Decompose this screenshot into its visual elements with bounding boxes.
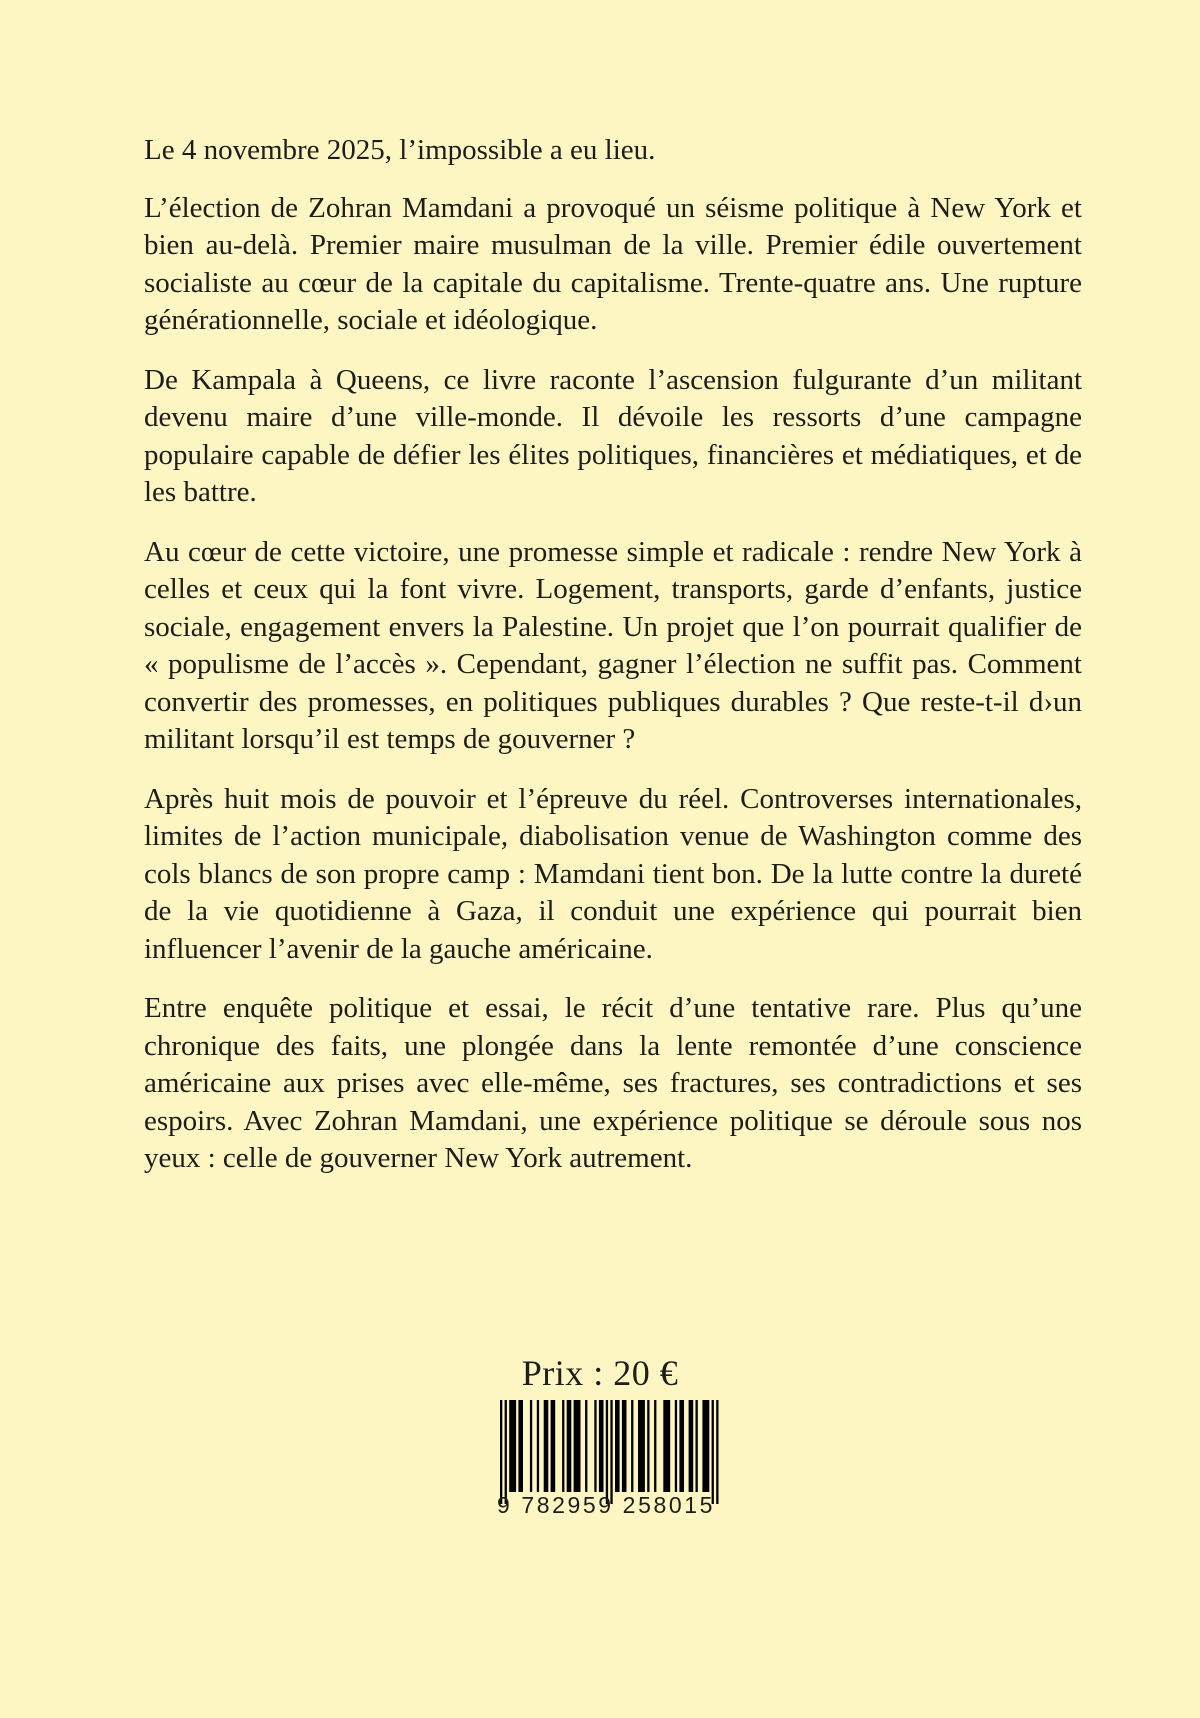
blurb-paragraph-3: De Kampala à Queens, ce livre raconte l’ascension fulgurante d’un militant devenu maire d’une ville-monde. Il dévoile les ressorts d’une campagne populaire capable de défier les élites politiques, financières et médiatiques, et de les battre. [144, 363, 1082, 508]
barcode-bar [509, 1400, 516, 1492]
blurb-paragraph-2: L’élection de Zohran Mamdani a provoqué un séisme politique à New York et bien au-delà. Premier maire musulman de la ville. Premier édile ouvertement socialiste au cœur de la capitale du capitalisme. Trente-quatre ans. Une rupture générationnelle, sociale et idéologique. [144, 191, 1082, 336]
barcode-bar [712, 1400, 714, 1504]
barcode-bar [647, 1400, 649, 1492]
barcode-bar [574, 1400, 581, 1492]
barcode-bar [599, 1400, 604, 1492]
barcode-bar [689, 1400, 694, 1492]
barcode-bar [562, 1400, 564, 1492]
barcode-bar [631, 1400, 633, 1492]
barcode-bar [615, 1400, 620, 1492]
barcode-bar [500, 1400, 502, 1504]
barcode-bar [654, 1400, 656, 1492]
barcode-bar [505, 1400, 507, 1504]
barcode-bar [537, 1400, 539, 1492]
barcode-bar [675, 1400, 677, 1492]
blurb-paragraph-5: Après huit mois de pouvoir et l’épreuve du réel. Controverses internationales, limites de l’action municipale, diabolisation venue de Washington comme des cols blancs de son propre camp : Mamdani tient bon. De la lutte contre la dureté de la vie quotidienne à Gaza, il conduit une expérience qui pourrait bien influencer l’avenir de la gauche américaine. [144, 782, 1082, 965]
barcode-bar [567, 1400, 572, 1492]
barcode-bar [544, 1400, 549, 1492]
blurb-paragraph-4: Au cœur de cette victoire, une promesse simple et radicale : rendre New York à celles et ceux qui la font vivre. Logement, transports, garde d’enfants, justice sociale, engagement envers la Palestine. Un projet que l’on pourrait qualifier de « populisme de l’accès ». Cependant, gagner l’élection ne suffit pas. Comment convertir des promesses, en politiques publiques durables ? Que reste-t-il d›un militant lorsqu’il est temps de gouverner ? [144, 535, 1082, 755]
blurb-paragraph-6: Entre enquête politique et essai, le récit d’une tentative rare. Plus qu’une chronique des faits, une plongée dans la lente remontée d’une conscience américaine aux prises avec elle-même, ses fractures, ses contradictions et ses espoirs. Avec Zohran Mamdani, une expérience politique se déroule sous nos yeux : celle de gouverner New York autrement. [144, 992, 1082, 1174]
blurb-text [144, 132, 1082, 1200]
barcode-bar [622, 1400, 627, 1492]
barcode-bar [594, 1400, 596, 1492]
barcode-bar [606, 1400, 608, 1504]
barcode-bar [610, 1400, 612, 1504]
barcode-bar [551, 1400, 556, 1492]
barcode-bar [716, 1400, 718, 1504]
barcode-bar [702, 1400, 709, 1492]
barcode-bar [638, 1400, 645, 1492]
isbn-number: 9 782959 258015 [496, 1492, 716, 1518]
barcode-bar [679, 1400, 684, 1492]
barcode-bar [530, 1400, 532, 1492]
blurb-paragraph-1: Le 4 novembre 2025, l’impossible a eu lieu. [144, 134, 656, 166]
barcode-bar [585, 1400, 587, 1492]
barcode-bar [518, 1400, 523, 1492]
barcode-bar [663, 1400, 670, 1492]
barcode-bar [696, 1400, 698, 1492]
price-label: Prix : 20 € [521, 1353, 679, 1393]
